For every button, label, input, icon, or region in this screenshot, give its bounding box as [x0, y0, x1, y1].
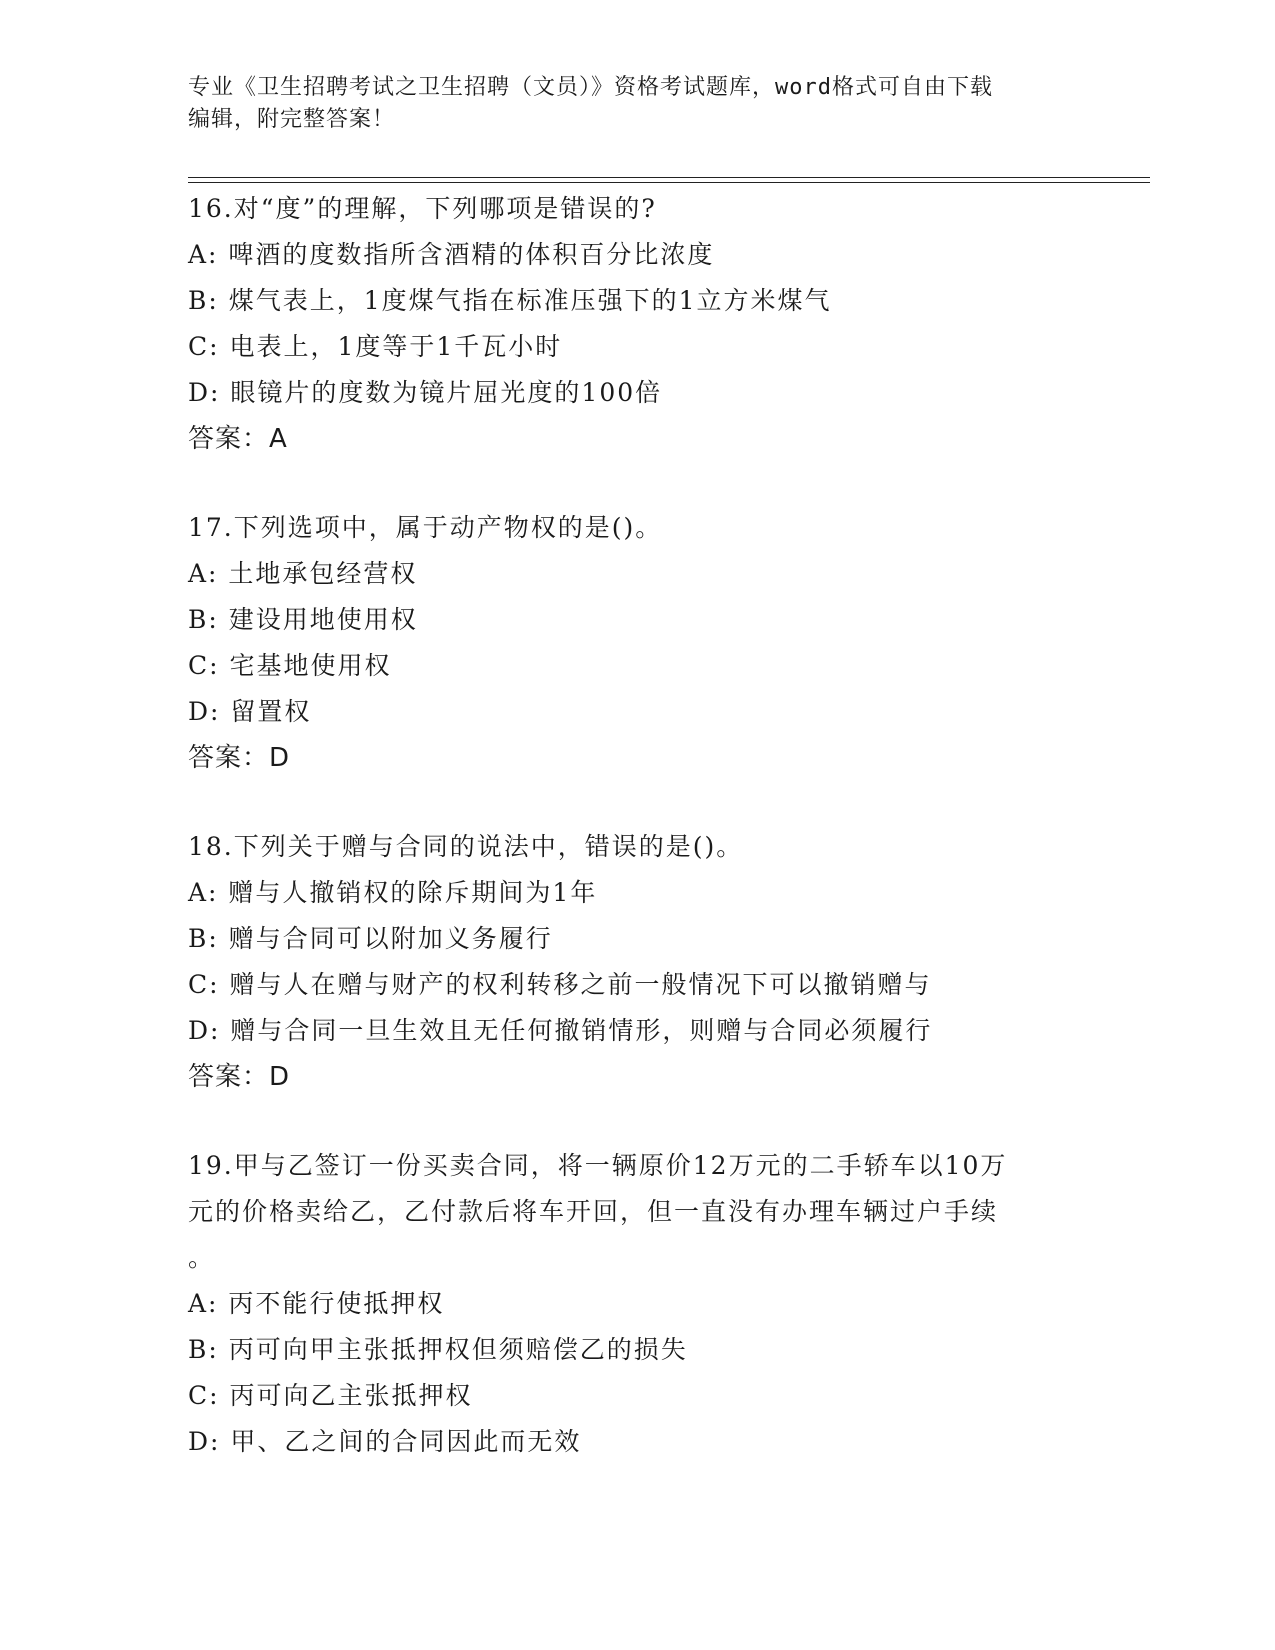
option-a: A: 啤酒的度数指所含酒精的体积百分比浓度	[188, 240, 715, 269]
question-stem-line-2: 元的价格卖给乙，乙付款后将车开回，但一直没有办理车辆过户手续	[188, 1197, 999, 1226]
question-17	[188, 505, 1068, 781]
option-b: B: 赠与合同可以附加义务履行	[188, 924, 553, 953]
option-d: D: 留置权	[188, 697, 312, 726]
question-stem-line-3: 。	[188, 1243, 216, 1272]
answer-line: 答案：D	[188, 1062, 291, 1092]
header-line-1: 专业《卫生招聘考试之卫生招聘（文员）》资格考试题库，word格式可自由下载	[188, 75, 993, 100]
answer-line: 答案：A	[188, 424, 288, 454]
option-c: C: 赠与人在赠与财产的权利转移之前一般情况下可以撤销赠与	[188, 970, 932, 999]
question-19	[188, 1143, 1068, 1465]
option-a: A: 土地承包经营权	[188, 559, 418, 588]
option-d: D: 甲、乙之间的合同因此而无效	[188, 1427, 582, 1456]
question-16	[188, 186, 1068, 462]
question-stem: 18.下列关于赠与合同的说法中，错误的是()。	[188, 832, 744, 861]
option-d: D: 眼镜片的度数为镜片屈光度的100倍	[188, 378, 663, 407]
option-c: C: 宅基地使用权	[188, 651, 392, 680]
option-c: C: 电表上，1度等于1千瓦小时	[188, 332, 563, 361]
answer-line: 答案：D	[188, 743, 291, 773]
document-header	[188, 72, 1068, 136]
header-line-2: 编辑，附完整答案！	[188, 107, 396, 132]
question-stem: 16.对“度”的理解，下列哪项是错误的?	[188, 194, 657, 223]
option-d: D: 赠与合同一旦生效且无任何撤销情形，则赠与合同必须履行	[188, 1016, 933, 1045]
option-a: A: 赠与人撤销权的除斥期间为1年	[188, 878, 598, 907]
question-18	[188, 824, 1068, 1100]
option-c: C: 丙可向乙主张抵押权	[188, 1381, 473, 1410]
option-b: B: 煤气表上，1度煤气指在标准压强下的1立方米煤气	[188, 286, 832, 315]
option-b: B: 丙可向甲主张抵押权但须赔偿乙的损失	[188, 1335, 688, 1364]
question-stem-line-1: 19.甲与乙签订一份买卖合同，将一辆原价12万元的二手轿车以10万	[188, 1151, 1008, 1180]
question-stem: 17.下列选项中，属于动产物权的是()。	[188, 513, 663, 542]
header-divider	[188, 177, 1150, 183]
option-a: A: 丙不能行使抵押权	[188, 1289, 445, 1318]
option-b: B: 建设用地使用权	[188, 605, 418, 634]
